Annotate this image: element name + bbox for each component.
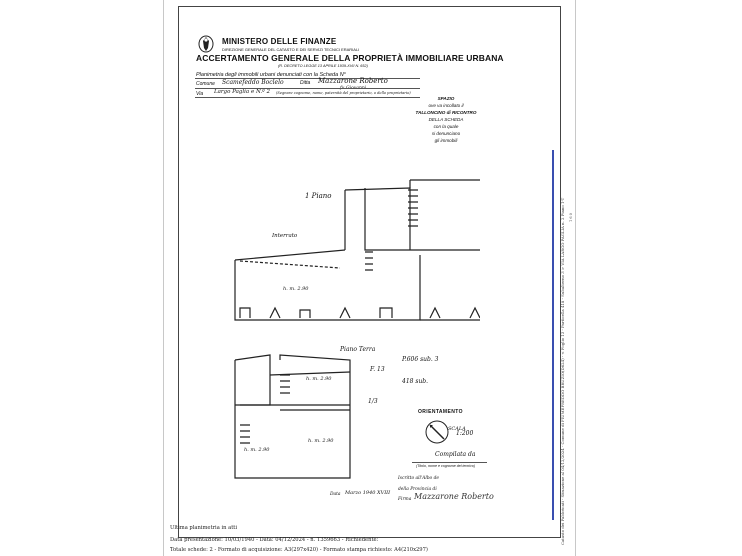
firma-value: Mazzarone Roberto [414,492,494,501]
spazio-line: TALLONCINO di RICONTRO [415,110,477,115]
ditta-label: Ditta [300,80,311,86]
scale-label: SCALA [448,426,466,432]
ditta-sub: fu Giovanni [340,86,367,91]
scroll-indicator[interactable] [552,150,554,520]
sidebar-stamp: 1 6 0 [569,213,573,222]
ditta-value: Mazzarone Roberto [318,77,388,85]
data-value: Marzo 1940 XVIII [345,490,391,496]
document-title: ACCERTAMENTO GENERALE DELLA PROPRIETÀ IMMOBILIARE URBANA [196,53,504,63]
ministry-subtitle: DIREZIONE GENERALE DEL CATASTO E DEI SERVIZI TECNICI ERARIALI [222,47,360,52]
data-label: Data [330,492,341,497]
compilata-label: Compilata da [435,451,476,458]
part-label: P.606 sub. 3 [402,356,439,363]
ministry-title: MINISTERO DELLE FINANZE [222,37,337,46]
emblem-icon [197,35,215,53]
via-label: Via [196,91,204,97]
scale-value: 1:200 [456,430,474,437]
footer-line: Data presentazione: 10/03/1940 - Data: 04/12/2024 - n. T359663 - Richiedente: [170,537,379,543]
provincia-label: della Provincia di [398,487,437,492]
footer-line: Ultima planimetria in atti [170,525,238,531]
spazio-line: si denunciano [431,131,461,136]
spazio-line: gli immobili [434,138,458,143]
compass-icon [424,419,450,445]
footer-line: Totale schede: 2 - Formato di acquisizione: A3(297x420) - Formato stampa richiesto: A4(210x297) [170,547,428,553]
orientation-label: ORIENTAMENTO [418,409,463,415]
divider [195,97,420,98]
spazio-block [408,95,484,144]
divider [412,462,487,463]
interrato-label: Interrato [272,233,298,239]
part-label: 418 sub. [402,378,429,385]
height-label: h. m. 2.90 [244,447,270,453]
fraction-label: 1/3 [368,398,378,405]
spazio-line: SPAZIO [437,96,455,101]
spazio-line: ove va incollato il [428,103,464,108]
via-value: Largo Paglia e N.º 2 [214,89,270,95]
decree-line: (R. DECRETO LEGGE 13 APRILE 1939-XVII N. 652) [278,64,368,68]
spazio-line: con la quale [433,124,459,129]
height-label: h. m. 2.90 [283,286,309,292]
via-note: (Segnare cognome, nome, paternità del proprietario, o dello proprietario) [276,91,411,95]
height-label: h. m. 2.90 [306,376,332,382]
f-label: F. 13 [370,366,385,373]
plan-label: Planimetria degli immobili urbani denunciati con la Scheda N° [196,72,346,78]
sidebar-text: Catasto dei Fabbricati - Situazione al 04/12/2024 - Comune di FIUMEFREDDO BRUZIO(D624) - < Foglio 13 - Particella 418 - Subalterno 3 > VIA LARGO PAGLIA n. 2 Piano 1-T [560,197,565,545]
signature-note: (Titolo, nome e cognome del tecnico) [416,464,476,468]
height-label: h. m. 2.90 [308,438,334,444]
floor1-label: 1 Piano [305,192,332,200]
comune-value: Scamefeddo Boclelo [222,79,284,86]
ground-label: Piano Terra [340,346,376,353]
spazio-line: DELLA SCHEDA [428,117,464,122]
firma-label: Firma [398,497,412,502]
iscritto-label: Iscritto all'Albo de [398,476,439,481]
comune-label: Comune [196,81,215,87]
